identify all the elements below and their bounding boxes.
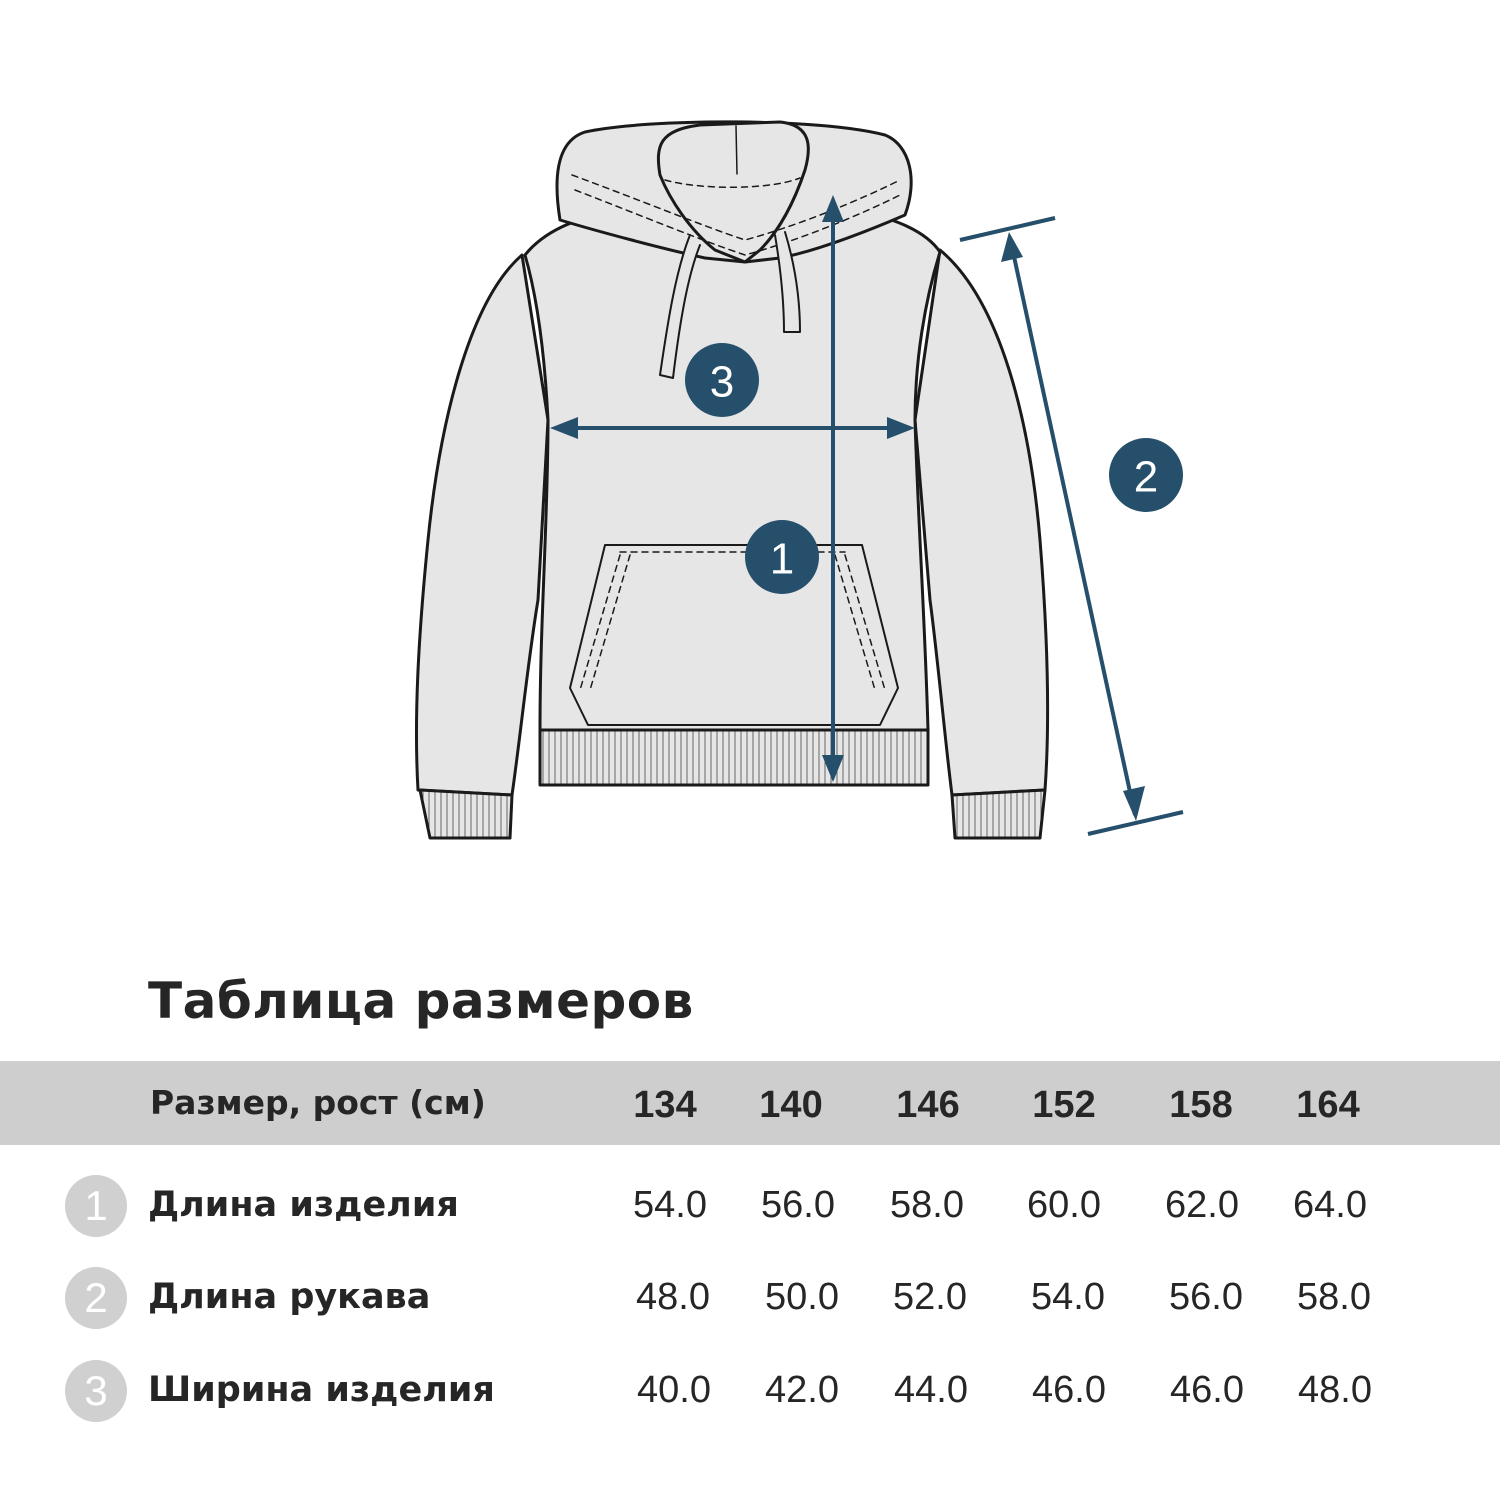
size-header-label: Размер, рост (см) [150,1083,486,1122]
svg-text:3: 3 [709,357,735,407]
table-cell: 56.0 [1169,1276,1243,1318]
marker-2 [1109,438,1183,512]
table-cell: 46.0 [1032,1369,1106,1411]
table-cell: 50.0 [765,1276,839,1318]
table-cell: 64.0 [1293,1184,1367,1226]
table-cell: 48.0 [1298,1369,1372,1411]
table-cell: 48.0 [636,1276,710,1318]
marker-3 [685,343,759,417]
row-number-badge: 1 [65,1175,127,1237]
table-cell: 52.0 [893,1276,967,1318]
table-row-length [0,1165,1500,1245]
size-158: 158 [1169,1084,1233,1126]
table-cell: 54.0 [1031,1276,1105,1318]
row-label: Длина рукава [148,1277,431,1317]
table-cell: 58.0 [890,1184,964,1226]
table-row-sleeve [0,1257,1500,1337]
svg-text:2: 2 [1133,452,1159,502]
row-label: Ширина изделия [148,1370,495,1410]
row-number-badge: 3 [65,1360,127,1422]
table-row-width [0,1350,1500,1430]
table-cell: 58.0 [1297,1276,1371,1318]
table-cell: 54.0 [633,1184,707,1226]
table-cell: 42.0 [765,1369,839,1411]
size-152: 152 [1032,1084,1096,1126]
size-146: 146 [896,1084,960,1126]
table-cell: 46.0 [1170,1369,1244,1411]
table-cell: 60.0 [1027,1184,1101,1226]
size-164: 164 [1296,1084,1360,1126]
table-cell: 56.0 [761,1184,835,1226]
row-number-badge: 2 [65,1267,127,1329]
size-table-title: Таблица размеров [148,972,694,1030]
table-cell: 62.0 [1165,1184,1239,1226]
marker-1 [745,520,819,594]
svg-text:1: 1 [769,534,795,584]
size-140: 140 [759,1084,823,1126]
row-label: Длина изделия [148,1185,459,1225]
table-cell: 40.0 [637,1369,711,1411]
size-134: 134 [633,1084,697,1126]
hoodie-drawing [416,122,1047,838]
size-header-row [0,1061,1500,1145]
table-cell: 44.0 [894,1369,968,1411]
